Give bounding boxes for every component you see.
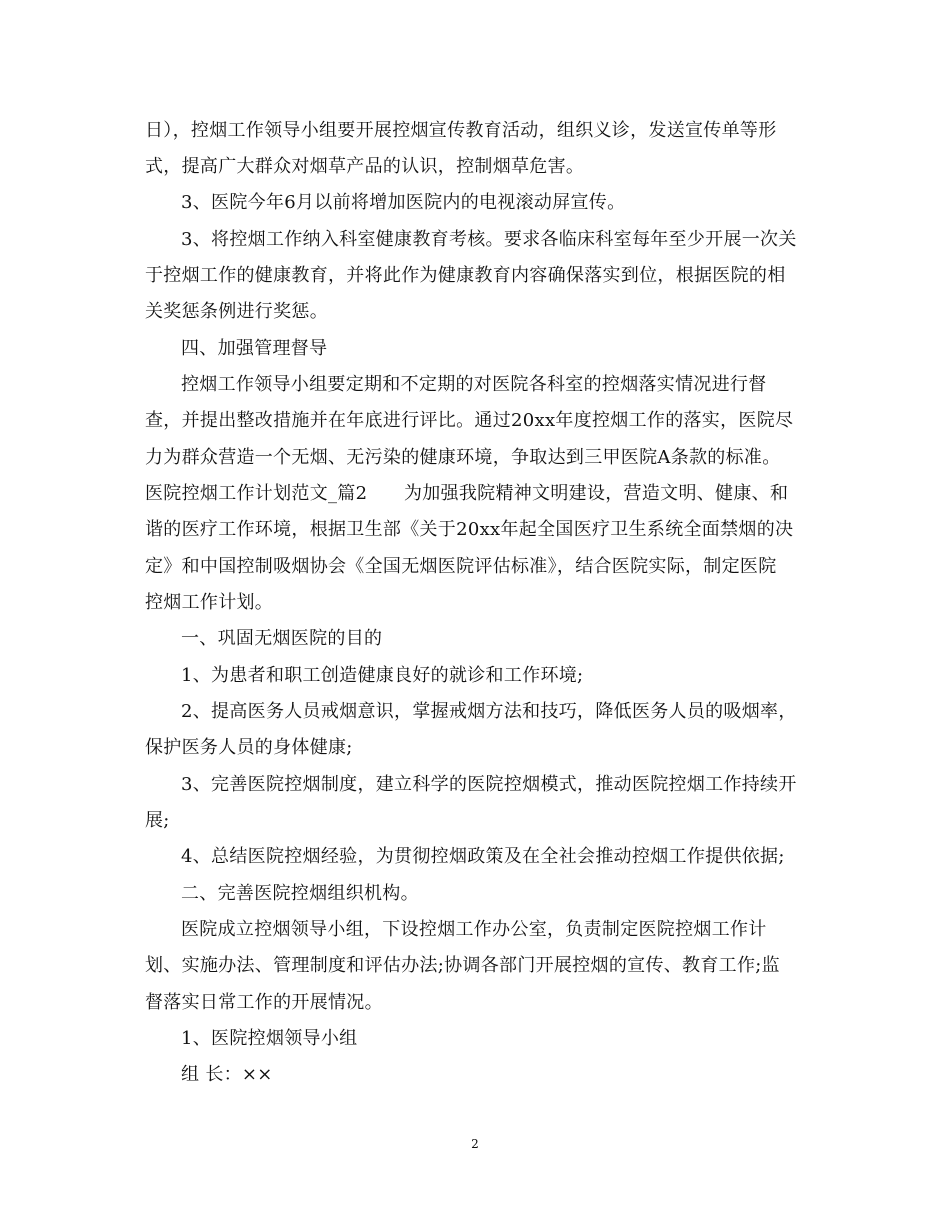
- text-line: 督落实日常工作的开展情况。: [145, 992, 383, 1013]
- text-line: 定》和中国控制吸烟协会《全国无烟医院评估标准》，结合医院实际，制定医院: [145, 556, 777, 577]
- text-line: 展;: [145, 810, 170, 831]
- text-line: 谐的医疗工作环境，根据卫生部《关于20xx年起全国医疗卫生系统全面禁烟的决: [145, 519, 794, 540]
- section-heading: 四、加强管理督导: [181, 338, 328, 359]
- section-heading: 二、完善医院控烟组织机构。: [181, 883, 419, 904]
- text-line: 日），控烟工作领导小组要开展控烟宣传教育活动，组织义诊，发送宣传单等形: [145, 120, 777, 141]
- text-line: 查，并提出整改措施并在年底进行评比。通过20xx年度控烟工作的落实，医院尽: [145, 410, 794, 431]
- text-line: 于控烟工作的健康教育，并将此作为健康教育内容确保落实到位，根据医院的相: [145, 265, 786, 286]
- text-line: 3、将控烟工作纳入科室健康教育考核。要求各临床科室每年至少开展一次关: [181, 229, 797, 250]
- text-line: 3、完善医院控烟制度，建立科学的医院控烟模式，推动医院控烟工作持续开: [181, 774, 797, 795]
- text-line: 保护医务人员的身体健康;: [145, 737, 353, 758]
- text-line: 划、实施办法、管理制度和评估办法;协调各部门开展控烟的宣传、教育工作;监: [145, 955, 780, 976]
- text-line: 1、医院控烟领导小组: [181, 1028, 358, 1049]
- text-line: 3、医院今年6月以前将增加医院内的电视滚动屏宣传。: [181, 192, 626, 213]
- text-line: 控烟工作领导小组要定期和不定期的对医院各科室的控烟落实情况进行督: [181, 374, 767, 395]
- text-line: 4、总结医院控烟经验，为贯彻控烟政策及在全社会推动控烟工作提供依据;: [181, 846, 785, 867]
- page-number: 2: [471, 1137, 479, 1151]
- text-line: 关奖惩条例进行奖惩。: [145, 301, 328, 322]
- text-line: 医院成立控烟领导小组，下设控烟工作办公室，负责制定医院控烟工作计: [181, 919, 767, 940]
- text-line: 组 长：××: [181, 1064, 273, 1085]
- text-line: 1、为患者和职工创造健康良好的就诊和工作环境;: [181, 665, 584, 686]
- text-line: 2、提高医务人员戒烟意识，掌握戒烟方法和技巧，降低医务人员的吸烟率，: [181, 701, 797, 722]
- text-line: 力为群众营造一个无烟、无污染的健康环境，争取达到三甲医院A条款的标准。: [145, 447, 781, 468]
- text-line: 式，提高广大群众对烟草产品的认识，控制烟草危害。: [145, 156, 585, 177]
- text-line: 医院控烟工作计划范文_篇2 为加强我院精神文明建设，营造文明、健康、和: [145, 483, 789, 504]
- section-heading: 一、巩固无烟医院的目的: [181, 628, 383, 649]
- text-line: 控烟工作计划。: [145, 592, 274, 613]
